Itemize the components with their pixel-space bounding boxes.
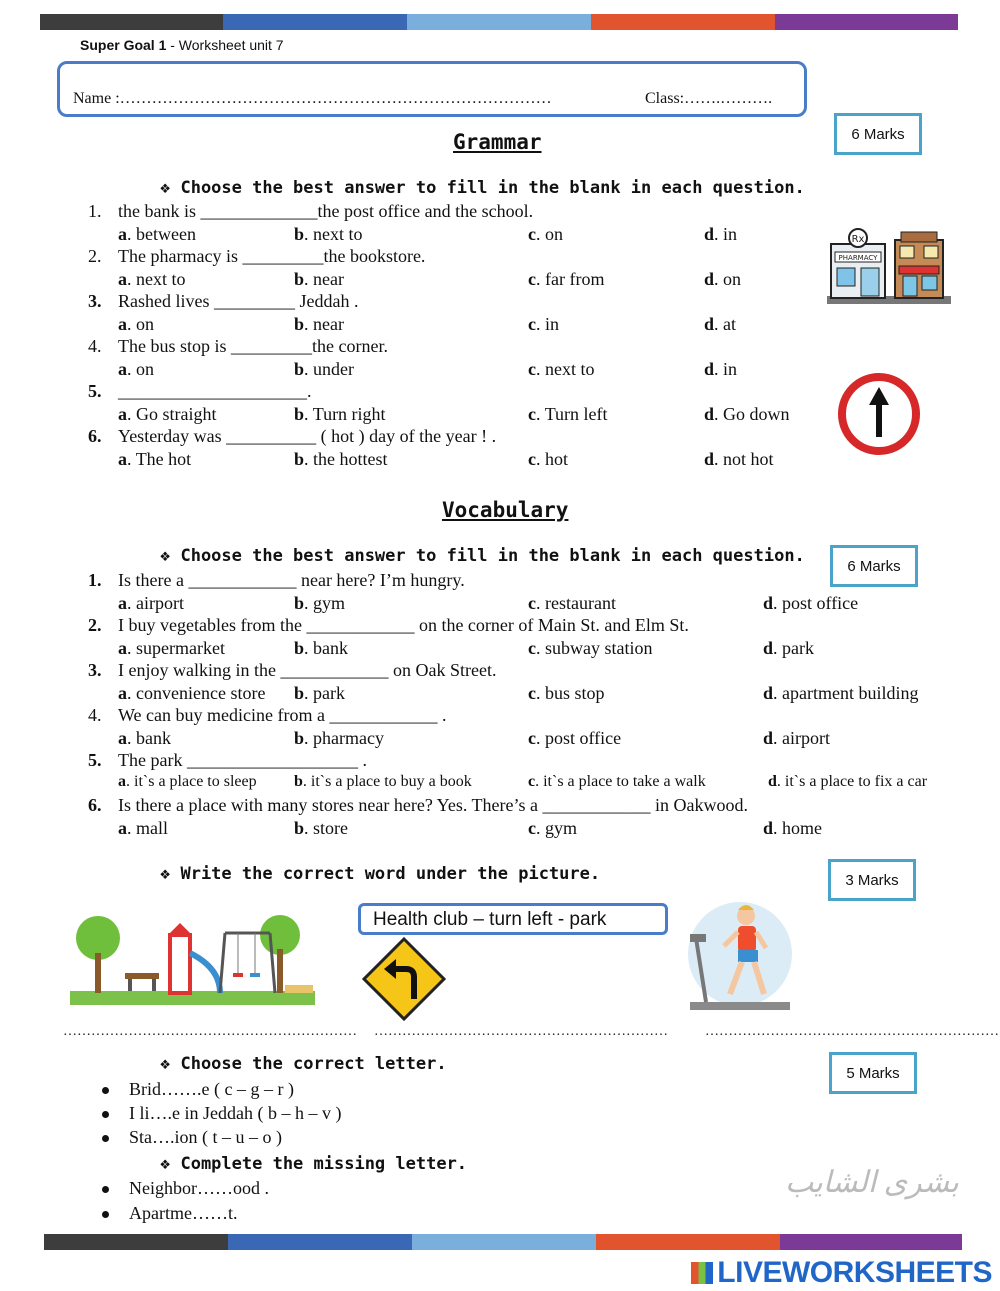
option-d[interactable] bbox=[704, 314, 736, 335]
question-number: 3. bbox=[88, 660, 102, 680]
option-b[interactable] bbox=[294, 314, 344, 335]
option-letter: c bbox=[528, 224, 536, 244]
option-a[interactable] bbox=[118, 314, 154, 335]
pictures-instruction: ❖ Write the correct word under the picture. bbox=[160, 864, 601, 884]
option-separator: . bbox=[127, 593, 136, 613]
option-separator: . bbox=[536, 683, 545, 703]
option-c[interactable] bbox=[528, 404, 608, 425]
option-text: on bbox=[136, 314, 154, 334]
option-text: convenience store bbox=[136, 683, 266, 703]
bottom-stripe-5 bbox=[780, 1234, 962, 1250]
option-separator: . bbox=[714, 449, 724, 469]
option-text: store bbox=[313, 818, 349, 838]
option-separator: . bbox=[535, 773, 544, 790]
question-text: the bank is _____________the post office and the school. bbox=[118, 201, 534, 221]
option-text: it`s a place to buy a book bbox=[310, 773, 472, 790]
bullet-dot bbox=[102, 1111, 109, 1118]
option-c[interactable] bbox=[528, 314, 559, 335]
option-b[interactable] bbox=[294, 818, 348, 839]
bottom-stripe-4 bbox=[596, 1234, 780, 1250]
missing-item-text: Apartme……t. bbox=[129, 1203, 238, 1223]
option-separator: . bbox=[304, 269, 314, 289]
option-letter: d bbox=[768, 773, 777, 790]
option-text: it`s a place to take a walk bbox=[543, 773, 706, 790]
option-letter: d bbox=[704, 269, 715, 289]
grammar-instruction: ❖ Choose the best answer to fill in the blank in each question. bbox=[160, 178, 805, 198]
option-separator: . bbox=[773, 818, 783, 838]
option-a[interactable] bbox=[118, 449, 191, 470]
option-separator: . bbox=[126, 773, 134, 790]
letters-marks: 5 Marks bbox=[829, 1052, 917, 1094]
option-letter: c bbox=[528, 314, 536, 334]
option-separator: . bbox=[773, 683, 783, 703]
option-c[interactable] bbox=[528, 269, 604, 290]
bottom-stripe-2 bbox=[228, 1234, 412, 1250]
option-separator: . bbox=[536, 269, 545, 289]
option-letter: a bbox=[118, 728, 127, 748]
option-d[interactable] bbox=[704, 449, 774, 470]
turn-left-sign-icon bbox=[362, 937, 446, 1021]
option-separator: . bbox=[304, 449, 314, 469]
answer-line-2[interactable]: ……………………………………………………… bbox=[374, 1024, 668, 1039]
option-a[interactable] bbox=[118, 593, 184, 614]
logo-mark-icon bbox=[691, 1262, 713, 1284]
option-letter: b bbox=[294, 269, 305, 289]
option-a[interactable] bbox=[118, 683, 265, 704]
option-letter: d bbox=[704, 224, 715, 244]
option-separator: . bbox=[773, 728, 783, 748]
question-text: The bus stop is _________the corner. bbox=[118, 336, 388, 356]
option-c[interactable] bbox=[528, 683, 605, 704]
option-text: bus stop bbox=[545, 683, 605, 703]
option-text: on bbox=[723, 269, 742, 289]
option-text: in bbox=[723, 224, 738, 244]
option-letter: a bbox=[118, 404, 127, 424]
option-text: hot bbox=[545, 449, 569, 469]
worksheet-title bbox=[80, 37, 284, 53]
option-d[interactable] bbox=[763, 683, 918, 704]
option-a[interactable] bbox=[118, 269, 186, 290]
question-text: _____________________. bbox=[118, 381, 312, 401]
option-d[interactable] bbox=[704, 359, 737, 380]
missing-item-2[interactable] bbox=[102, 1203, 237, 1224]
option-text: bank bbox=[136, 728, 171, 748]
question-number: 4. bbox=[88, 705, 102, 725]
option-letter: c bbox=[528, 269, 536, 289]
option-text: gym bbox=[545, 818, 578, 838]
bullet-dot bbox=[102, 1186, 109, 1193]
option-b[interactable] bbox=[294, 728, 384, 749]
option-separator: . bbox=[773, 593, 783, 613]
option-text: post office bbox=[782, 593, 859, 613]
option-letter: c bbox=[528, 404, 536, 424]
bullet-dot bbox=[102, 1087, 109, 1094]
option-separator: . bbox=[304, 314, 314, 334]
option-letter: b bbox=[294, 773, 303, 790]
option-d[interactable] bbox=[704, 224, 737, 245]
option-separator: . bbox=[536, 359, 545, 379]
pharmacy-bookstore-illustration bbox=[825, 226, 953, 306]
name-field[interactable]: Name :……………………………………………………………………… bbox=[73, 90, 552, 107]
option-letter: a bbox=[118, 593, 127, 613]
option-d[interactable] bbox=[763, 593, 858, 614]
option-letter: b bbox=[294, 638, 305, 658]
option-separator: . bbox=[304, 224, 314, 244]
grammar-title: Grammar bbox=[453, 130, 542, 154]
park-illustration bbox=[70, 913, 315, 1008]
top-stripe-1 bbox=[40, 14, 223, 30]
option-letter: a bbox=[118, 638, 127, 658]
option-text: it`s a place to sleep bbox=[134, 773, 257, 790]
option-separator: . bbox=[714, 404, 724, 424]
option-separator: . bbox=[304, 683, 314, 703]
question-number: 1. bbox=[88, 570, 102, 590]
option-text: not hot bbox=[723, 449, 774, 469]
option-a[interactable] bbox=[118, 818, 168, 839]
option-text: post office bbox=[545, 728, 622, 748]
liveworksheets-logo[interactable] bbox=[691, 1256, 992, 1290]
letter-item-3[interactable] bbox=[102, 1127, 282, 1148]
option-b[interactable] bbox=[294, 593, 345, 614]
option-letter: d bbox=[704, 314, 715, 334]
option-d[interactable] bbox=[768, 773, 927, 791]
option-d[interactable] bbox=[763, 818, 822, 839]
question-number: 3. bbox=[88, 291, 102, 311]
option-letter: d bbox=[704, 449, 715, 469]
option-text: next to bbox=[313, 224, 363, 244]
option-text: park bbox=[782, 638, 814, 658]
option-separator: . bbox=[304, 359, 314, 379]
option-d[interactable] bbox=[704, 269, 741, 290]
option-letter: b bbox=[294, 683, 305, 703]
question-text: We can buy medicine from a ____________ . bbox=[118, 705, 447, 725]
option-letter: b bbox=[294, 449, 305, 469]
option-text: it`s a place to fix a car bbox=[784, 773, 928, 790]
option-separator: . bbox=[127, 224, 136, 244]
option-letter: d bbox=[763, 728, 774, 748]
option-text: bank bbox=[313, 638, 349, 658]
vocabulary-title: Vocabulary bbox=[442, 498, 569, 522]
question-text: The pharmacy is _________the bookstore. bbox=[118, 246, 426, 266]
option-text: in bbox=[723, 359, 738, 379]
option-text: Go straight bbox=[136, 404, 217, 424]
vocabulary-marks: 6 Marks bbox=[830, 545, 918, 587]
option-text: far from bbox=[545, 269, 605, 289]
option-separator: . bbox=[127, 314, 136, 334]
option-letter: a bbox=[118, 818, 127, 838]
option-separator: . bbox=[714, 224, 724, 244]
letter-item-text: I li….e in Jeddah ( b – h – v ) bbox=[129, 1103, 342, 1123]
question-number: 2. bbox=[88, 246, 102, 266]
top-stripe-4 bbox=[591, 14, 775, 30]
option-d[interactable] bbox=[704, 404, 790, 425]
option-separator: . bbox=[304, 404, 313, 424]
option-b[interactable] bbox=[294, 224, 363, 245]
option-text: subway station bbox=[545, 638, 653, 658]
option-letter: b bbox=[294, 314, 305, 334]
option-separator: . bbox=[127, 683, 136, 703]
option-letter: d bbox=[763, 638, 774, 658]
go-straight-sign-icon bbox=[836, 371, 922, 457]
option-letter: c bbox=[528, 728, 536, 748]
missing-item-text: Neighbor……ood . bbox=[129, 1178, 269, 1198]
option-c[interactable] bbox=[528, 818, 577, 839]
option-letter: b bbox=[294, 224, 305, 244]
option-letter: c bbox=[528, 773, 536, 790]
option-text: restaurant bbox=[545, 593, 616, 613]
option-text: on bbox=[545, 224, 563, 244]
question-text: I enjoy walking in the ____________ on Oak Street. bbox=[118, 660, 497, 680]
question-number: 2. bbox=[88, 615, 102, 635]
option-c[interactable] bbox=[528, 593, 616, 614]
class-field[interactable]: Class:…….………. bbox=[645, 90, 773, 107]
option-a[interactable] bbox=[118, 728, 171, 749]
option-separator: . bbox=[714, 359, 724, 379]
option-text: at bbox=[723, 314, 737, 334]
option-a[interactable] bbox=[118, 773, 257, 791]
letter-item-text: Brid…….e ( c – g – r ) bbox=[129, 1079, 294, 1099]
option-text: The hot bbox=[135, 449, 192, 469]
option-separator: . bbox=[127, 359, 136, 379]
option-separator: . bbox=[536, 728, 545, 748]
option-c[interactable] bbox=[528, 359, 595, 380]
option-c[interactable] bbox=[528, 728, 621, 749]
option-text: Go down bbox=[723, 404, 790, 424]
answer-line-1[interactable]: ……………………………………………………… bbox=[63, 1024, 357, 1039]
bottom-stripe-1 bbox=[44, 1234, 228, 1250]
grammar-marks: 6 Marks bbox=[834, 113, 922, 155]
option-letter: d bbox=[763, 593, 774, 613]
option-letter: d bbox=[704, 404, 715, 424]
option-text: Turn left bbox=[544, 404, 608, 424]
question-text: I buy vegetables from the ____________ on the corner of Main St. and Elm St. bbox=[118, 615, 689, 635]
worksheet-title-rest: - Worksheet unit 7 bbox=[166, 37, 284, 53]
option-text: on bbox=[136, 359, 154, 379]
letter-item-2[interactable] bbox=[102, 1103, 341, 1124]
option-c[interactable] bbox=[528, 773, 706, 791]
option-separator: . bbox=[127, 269, 136, 289]
option-separator: . bbox=[714, 269, 724, 289]
option-letter: a bbox=[118, 269, 127, 289]
option-letter: a bbox=[118, 773, 126, 790]
option-letter: b bbox=[294, 728, 305, 748]
vocabulary-instruction: ❖ Choose the best answer to fill in the blank in each question. bbox=[160, 546, 805, 566]
option-separator: . bbox=[127, 728, 136, 748]
missing-item-1[interactable] bbox=[102, 1178, 269, 1199]
option-separator: . bbox=[127, 404, 136, 424]
option-text: the hottest bbox=[313, 449, 388, 469]
question-text: The park ___________________ . bbox=[118, 750, 367, 770]
option-text: apartment building bbox=[782, 683, 919, 703]
option-d[interactable] bbox=[763, 728, 830, 749]
letter-item-1[interactable] bbox=[102, 1079, 294, 1100]
missing-instruction: ❖ Complete the missing letter. bbox=[160, 1154, 468, 1174]
option-letter: c bbox=[528, 683, 536, 703]
question-text: Yesterday was __________ ( hot ) day of the year ! . bbox=[118, 426, 497, 446]
option-text: near bbox=[313, 314, 344, 334]
option-letter: c bbox=[528, 359, 536, 379]
bottom-stripe-3 bbox=[412, 1234, 596, 1250]
option-text: gym bbox=[313, 593, 346, 613]
option-a[interactable] bbox=[118, 638, 225, 659]
option-separator: . bbox=[536, 404, 545, 424]
option-text: next to bbox=[136, 269, 186, 289]
option-a[interactable] bbox=[118, 404, 217, 425]
option-c[interactable] bbox=[528, 638, 653, 659]
option-letter: d bbox=[704, 359, 715, 379]
option-text: near bbox=[313, 269, 344, 289]
option-letter: a bbox=[118, 683, 127, 703]
question-text: Is there a place with many stores near here? Yes. There’s a ____________ in Oakwood. bbox=[118, 795, 748, 815]
question-number: 4. bbox=[88, 336, 102, 356]
option-separator: . bbox=[536, 638, 545, 658]
option-letter: d bbox=[763, 818, 774, 838]
option-c[interactable] bbox=[528, 449, 568, 470]
question-number: 6. bbox=[88, 426, 102, 446]
svg-text:PHARMACY: PHARMACY bbox=[838, 254, 878, 262]
option-text: airport bbox=[782, 728, 830, 748]
treadmill-illustration bbox=[686, 898, 794, 1018]
name-class-box bbox=[57, 61, 807, 117]
top-stripe-3 bbox=[407, 14, 591, 30]
option-separator: . bbox=[304, 818, 314, 838]
option-separator: . bbox=[714, 314, 724, 334]
logo-text: LIVEWORKSHEETS bbox=[717, 1256, 992, 1289]
option-c[interactable] bbox=[528, 224, 563, 245]
letters-instruction: ❖ Choose the correct letter. bbox=[160, 1054, 447, 1074]
bullet-dot bbox=[102, 1135, 109, 1142]
author-signature: بشرى الشايب bbox=[785, 1166, 959, 1199]
option-letter: b bbox=[294, 593, 305, 613]
letter-item-text: Sta….ion ( t – u – o ) bbox=[129, 1127, 282, 1147]
option-d[interactable] bbox=[763, 638, 814, 659]
option-letter: c bbox=[528, 593, 536, 613]
option-text: next to bbox=[545, 359, 595, 379]
option-separator: . bbox=[127, 449, 136, 469]
option-separator: . bbox=[773, 638, 783, 658]
option-text: under bbox=[313, 359, 354, 379]
bullet-dot bbox=[102, 1211, 109, 1218]
option-b[interactable] bbox=[294, 638, 348, 659]
option-separator: . bbox=[304, 728, 314, 748]
answer-line-3[interactable]: ……………………………………………………… bbox=[705, 1024, 999, 1039]
option-text: pharmacy bbox=[313, 728, 384, 748]
option-separator: . bbox=[536, 593, 545, 613]
option-separator: . bbox=[536, 818, 545, 838]
question-number: 5. bbox=[88, 381, 102, 401]
option-b[interactable] bbox=[294, 773, 472, 791]
option-separator: . bbox=[304, 638, 314, 658]
option-text: supermarket bbox=[136, 638, 225, 658]
option-letter: c bbox=[528, 449, 536, 469]
worksheet-title-bold: Super Goal 1 bbox=[80, 37, 167, 53]
option-separator: . bbox=[127, 638, 136, 658]
option-letter: c bbox=[528, 638, 536, 658]
option-text: mall bbox=[136, 818, 168, 838]
option-letter: b bbox=[294, 359, 305, 379]
option-letter: a bbox=[118, 449, 127, 469]
option-text: home bbox=[782, 818, 823, 838]
option-a[interactable] bbox=[118, 359, 154, 380]
question-text: Rashed lives _________ Jeddah . bbox=[118, 291, 359, 311]
option-b[interactable] bbox=[294, 269, 344, 290]
option-b[interactable] bbox=[294, 449, 388, 470]
pictures-marks: 3 Marks bbox=[828, 859, 916, 901]
option-separator: . bbox=[776, 773, 785, 790]
option-text: Turn right bbox=[312, 404, 386, 424]
option-letter: a bbox=[118, 314, 127, 334]
option-letter: b bbox=[294, 818, 305, 838]
svg-text:Rx: Rx bbox=[851, 234, 865, 245]
option-letter: a bbox=[118, 224, 127, 244]
option-text: in bbox=[545, 314, 560, 334]
top-stripe-2 bbox=[223, 14, 407, 30]
option-separator: . bbox=[536, 314, 545, 334]
option-b[interactable] bbox=[294, 404, 386, 425]
question-number: 5. bbox=[88, 750, 102, 770]
option-letter: d bbox=[763, 683, 774, 703]
question-text: Is there a ____________ near here? I’m hungry. bbox=[118, 570, 465, 590]
top-stripe-5 bbox=[775, 14, 958, 30]
option-separator: . bbox=[536, 224, 545, 244]
option-b[interactable] bbox=[294, 683, 345, 704]
option-text: park bbox=[313, 683, 345, 703]
option-b[interactable] bbox=[294, 359, 354, 380]
option-letter: c bbox=[528, 818, 536, 838]
question-number: 1. bbox=[88, 201, 102, 221]
word-bank: Health club – turn left - park bbox=[358, 903, 668, 935]
option-a[interactable] bbox=[118, 224, 196, 245]
question-number: 6. bbox=[88, 795, 102, 815]
option-letter: a bbox=[118, 359, 127, 379]
option-separator: . bbox=[302, 773, 311, 790]
option-separator: . bbox=[536, 449, 545, 469]
option-letter: b bbox=[294, 404, 305, 424]
option-separator: . bbox=[304, 593, 314, 613]
option-text: between bbox=[136, 224, 196, 244]
option-separator: . bbox=[127, 818, 136, 838]
option-text: airport bbox=[136, 593, 184, 613]
